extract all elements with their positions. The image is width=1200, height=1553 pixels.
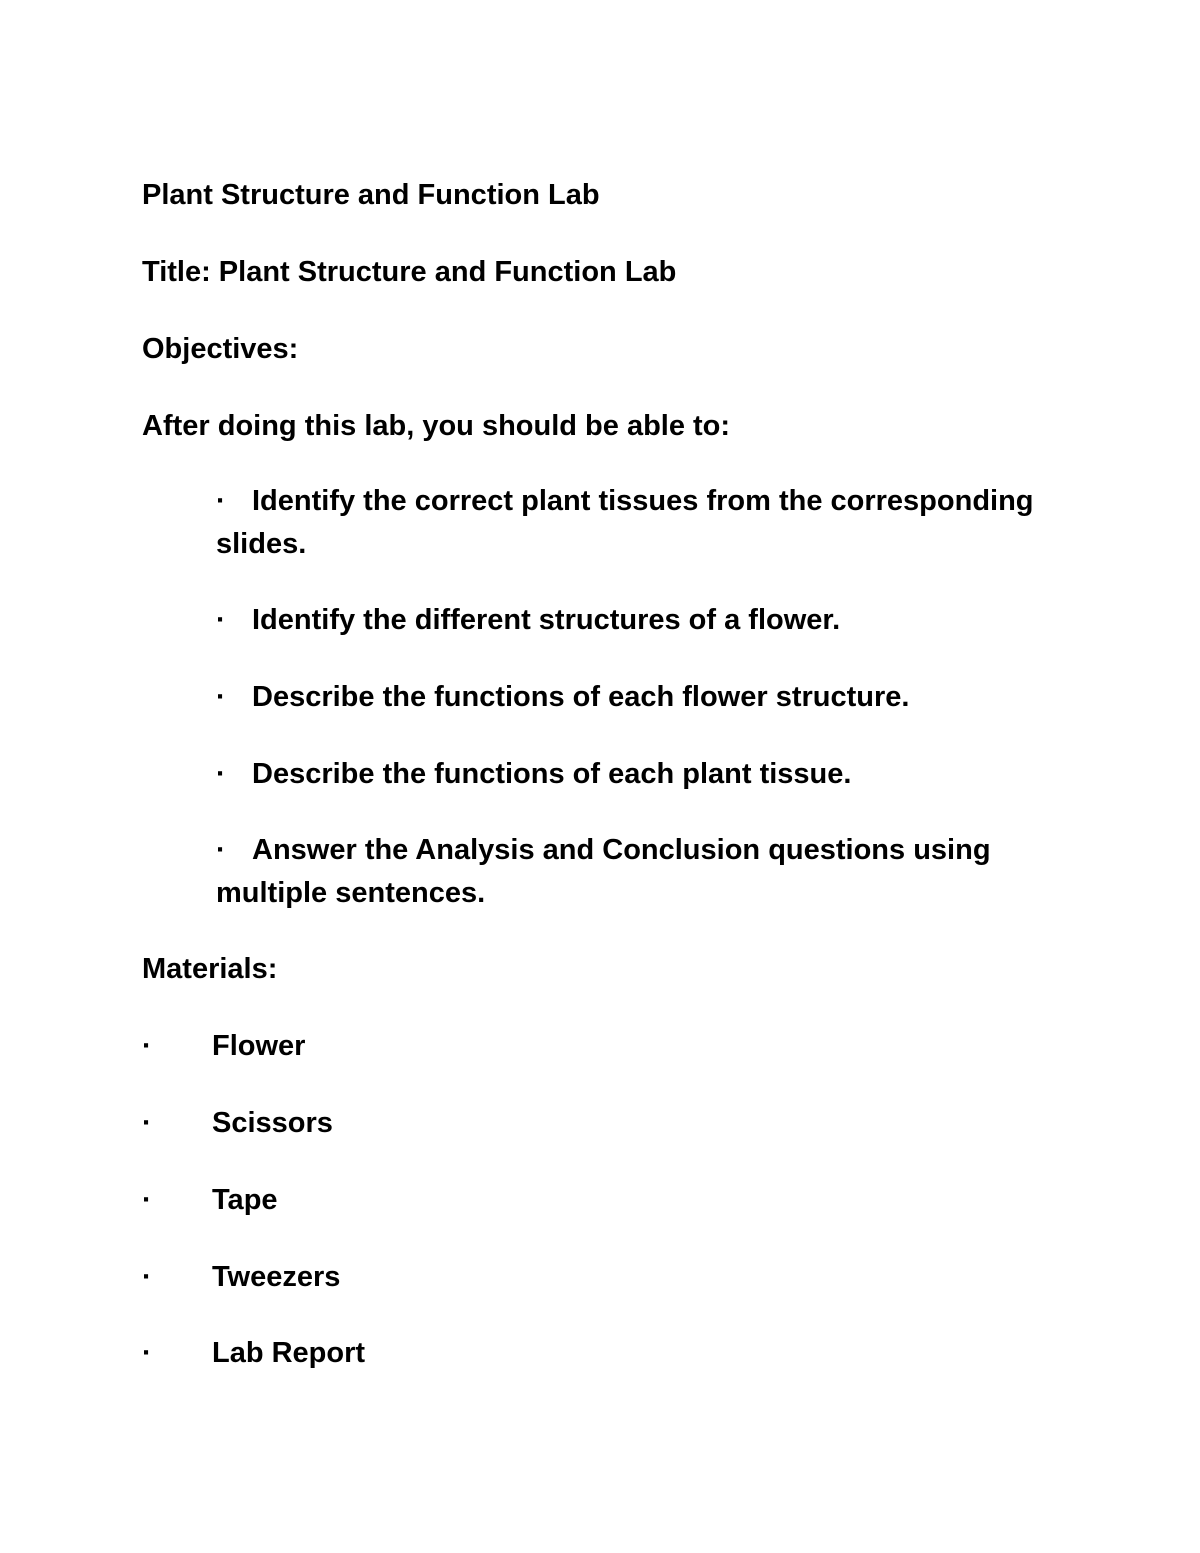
material-text: Tape [212,1184,278,1216]
objective-text: Identify the different structures of a flower. [252,604,841,636]
material-item [142,1336,365,1370]
bullet-icon: · [216,604,226,636]
materials-label: Materials: [142,953,278,985]
objective-item [216,829,1076,915]
bullet-icon: · [216,681,226,713]
material-item [142,1260,340,1294]
bullet-icon: · [142,1107,152,1139]
objectives-intro: After doing this lab, you should be able to: [142,410,731,442]
objectives-label: Objectives: [142,333,299,365]
bullet-icon: · [142,1030,152,1062]
material-item [142,1106,333,1140]
title-line: Title: Plant Structure and Function Lab [142,256,677,288]
objective-item [216,599,1076,642]
objective-text: Identify the correct plant tissues from the corresponding slides. [216,485,1034,560]
objective-item [216,480,1076,566]
bullet-icon: · [216,834,226,866]
material-item [142,1029,305,1063]
bullet-icon: · [216,758,226,790]
objective-item [216,753,1076,796]
document-heading: Plant Structure and Function Lab [142,179,600,211]
objective-text: Describe the functions of each plant tissue. [252,758,852,790]
bullet-icon: · [142,1261,152,1293]
objective-text: Describe the functions of each flower structure. [252,681,910,713]
material-text: Lab Report [212,1337,366,1369]
bullet-icon: · [216,485,226,517]
material-item [142,1183,278,1217]
objective-text: Answer the Analysis and Conclusion questions using multiple sentences. [216,834,991,909]
material-text: Flower [212,1030,306,1062]
objective-item [216,676,1076,719]
bullet-icon: · [142,1184,152,1216]
material-text: Tweezers [212,1261,341,1293]
bullet-icon: · [142,1337,152,1369]
material-text: Scissors [212,1107,333,1139]
